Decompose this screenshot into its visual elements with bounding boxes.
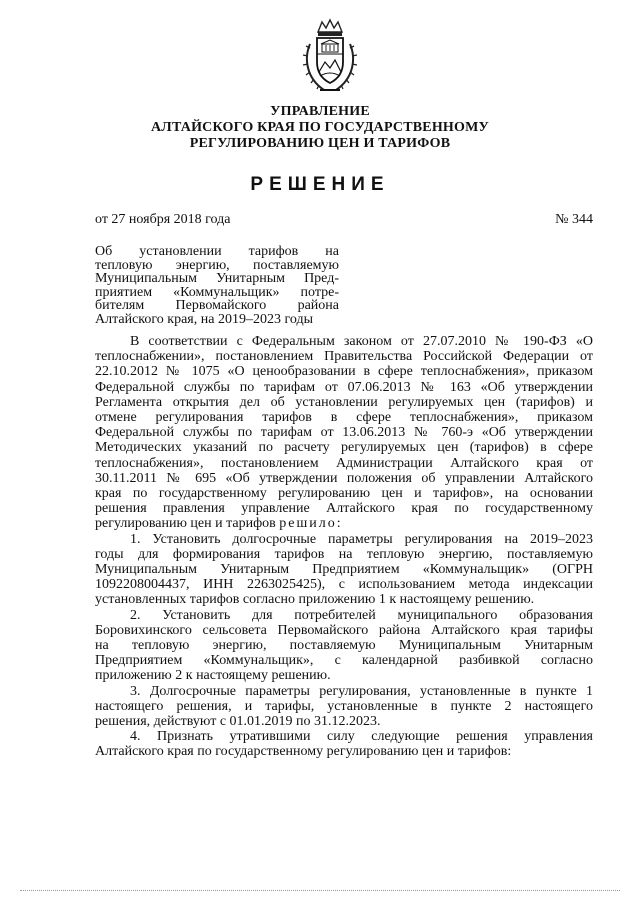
item-4-line: Алтайского края по государственному регулированию цен и тарифов: xyxy=(95,744,512,760)
preamble-line: регулированию цен и тарифов xyxy=(95,516,280,532)
document-title: РЕШЕНИЕ xyxy=(250,174,390,195)
subject-line: тепловую энергию, поставляемую xyxy=(95,257,339,273)
item-2-line: 2. Установить для потребителей муниципального образования xyxy=(130,607,593,623)
item-2-line: приложению 2 к настоящему решению. xyxy=(95,668,331,684)
preamble-line: Федеральной службы по тарифам от 07.06.2013 № 163 «Об утверждении xyxy=(95,379,593,395)
preamble-line: 22.10.2012 № 1075 «О ценообразовании в сфере теплоснабжения», приказом xyxy=(95,364,593,380)
date-number-line xyxy=(95,212,593,228)
preamble-line: отмене регулирования тарифов в сфере теплоснабжения», приказом xyxy=(95,410,593,426)
preamble-line: теплоснабжения», постановлением Администрации Алтайского края от xyxy=(95,455,593,471)
preamble-line: Регламента открытия дел об установлении регулируемых цен (тарифов) и xyxy=(95,394,593,410)
item-1-line: 1092208004437, ИНН 2263025425), с использованием метода индексации xyxy=(95,577,593,593)
subject-line: Алтайского края, на 2019–2023 годы xyxy=(95,311,313,327)
item-3-line: решения, действуют с 01.01.2019 по 31.12.2023. xyxy=(95,714,381,730)
preamble-line: Методических указаний по расчету регулируемых цен (тарифов) в сфере xyxy=(95,440,593,456)
item-2-line: Предприятием «Коммунальщик», с календарной разбивкой согласно xyxy=(95,653,593,669)
item-2-line: на тепловую энергию, поставляемую Муниципальным Унитарным xyxy=(95,638,593,654)
decision-number: № 344 xyxy=(555,212,593,227)
coat-of-arms-icon xyxy=(300,18,360,96)
preamble-last-line: регулированию цен и тарифов решило: xyxy=(95,516,341,532)
subject-line: приятием «Коммунальщик» потре- xyxy=(95,284,339,300)
preamble-line: решения правления управление Алтайского края по государственному xyxy=(95,501,593,517)
org-line: АЛТАЙСКОГО КРАЯ ПО ГОСУДАРСТВЕННОМУ xyxy=(151,120,489,135)
preamble-line: 30.11.2011 № 695 «Об утверждении положения об управлении Алтайского xyxy=(95,470,593,486)
subject-line: бителям Первомайского района xyxy=(95,298,339,314)
item-4-line: 4. Признать утратившими силу следующие решения управления xyxy=(130,729,593,745)
subject-line: Муниципальным Унитарным Пред- xyxy=(95,271,339,287)
preamble-line: Федеральной службы по тарифам от 13.06.2013 № 760-э «Об утверждении xyxy=(95,425,593,441)
preamble-line: края по государственному регулированию цен и тарифов», на основании xyxy=(95,486,593,502)
item-1-line: годы для формирования тарифов на тепловую энергию, поставляемую xyxy=(95,546,593,562)
item-3-line: 3. Долгосрочные параметры регулирования, установленные в пункте 1 xyxy=(130,683,593,699)
page-bottom-rule xyxy=(20,890,620,891)
org-line: РЕГУЛИРОВАНИЮ ЦЕН И ТАРИФОВ xyxy=(189,136,451,151)
item-3-line: настоящего решения, и тарифы, установленные в пункте 2 настоящего xyxy=(95,698,593,714)
item-1-line: установленных тарифов согласно приложению 1 к настоящему решению. xyxy=(95,592,535,608)
decided-word: решило xyxy=(279,516,337,532)
decision-body xyxy=(95,334,593,760)
item-1-line: 1. Установить долгосрочные параметры регулирования на 2019–2023 xyxy=(130,531,593,547)
organization-name xyxy=(80,104,560,152)
org-line: УПРАВЛЕНИЕ xyxy=(270,104,370,119)
decision-date: от 27 ноября 2018 года xyxy=(95,212,231,227)
preamble-line: В соответствии с Федеральным законом от 27.07.2010 № 190-ФЗ «О xyxy=(130,334,593,349)
preamble-line: теплоснабжении», постановлением Правительства Российской Федерации от xyxy=(95,349,593,365)
item-1-line: Муниципальным Унитарным Предприятием «Коммунальщик» (ОГРН xyxy=(95,562,593,578)
decision-subject xyxy=(95,245,339,327)
item-2-line: Боровихинского сельсовета Первомайского района Алтайского края тарифы xyxy=(95,622,593,638)
subject-line: Об установлении тарифов на xyxy=(95,244,339,259)
